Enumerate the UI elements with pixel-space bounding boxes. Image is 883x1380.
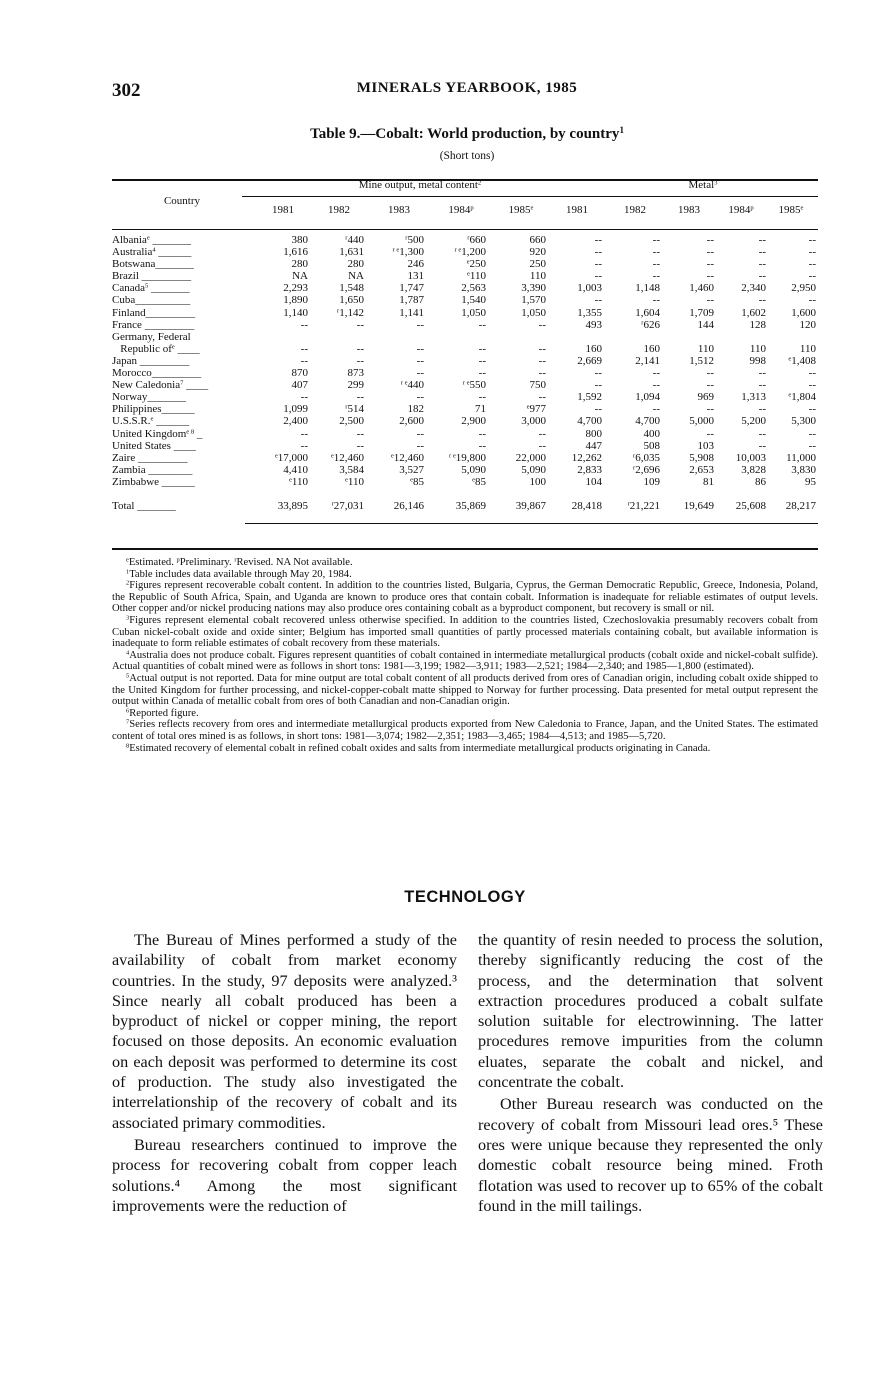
table-row xyxy=(112,258,818,270)
table-cell: -- xyxy=(594,403,602,416)
table-cell: 969 xyxy=(697,391,714,404)
group-header-rule xyxy=(242,196,818,197)
table-cell: -- xyxy=(808,270,816,283)
footnote-5: $^5$Actual output is not reported. Data for mine output are total cobalt content of all products derived from ores of Canadian origin, including cobalt oxide shipped to the United Kingdom for further processing, and nickel-copper-cobalt matte shipped to Norway for further processing. Data presented for metal output represent the output within Canada of metallic cobalt from ores of both Canadian and non-Canadian origin. xyxy=(112,672,818,708)
table-cell: -- xyxy=(416,391,424,404)
table-cell: 110 xyxy=(529,270,546,283)
year-header: 1981 xyxy=(566,204,588,216)
table-cell: $^r$626 xyxy=(641,318,660,331)
country-column-header: Country xyxy=(163,195,201,207)
country-name: Total _______ xyxy=(112,499,176,512)
table-cell: 1,094 xyxy=(635,391,660,404)
table-cell: 25,608 xyxy=(735,499,766,512)
table-cell: -- xyxy=(808,258,816,271)
table-cell: 1,355 xyxy=(577,306,602,319)
table-cell: $^e$110 xyxy=(466,270,486,283)
table-cell: -- xyxy=(808,246,816,259)
table-cell: 750 xyxy=(529,379,546,392)
country-name: Canada$^5$ _______ xyxy=(112,282,190,295)
table-cell: 250 xyxy=(529,258,546,271)
table-cell: 400 xyxy=(643,427,660,440)
table-cell: 1,616 xyxy=(283,246,308,259)
table-cell: -- xyxy=(356,427,364,440)
table-cell: -- xyxy=(706,270,714,283)
table-cell: 1,540 xyxy=(461,294,486,307)
table-cell: $^{r e}$1,300 xyxy=(392,246,424,259)
table-cell: -- xyxy=(594,367,602,380)
table-cell: 280 xyxy=(347,258,364,271)
country-name: Australia$^4$ ______ xyxy=(112,246,192,259)
table-cell: 1,631 xyxy=(339,246,364,259)
table-row xyxy=(112,452,818,464)
table-cell: 160 xyxy=(585,342,602,355)
table-cell: $^e$977 xyxy=(526,403,546,416)
table-cell: -- xyxy=(758,258,766,271)
table-cell: -- xyxy=(538,427,546,440)
table-cell: 5,090 xyxy=(521,463,546,476)
table-cell: -- xyxy=(594,294,602,307)
table-cell: 246 xyxy=(407,258,424,271)
table-cell: 1,050 xyxy=(521,306,546,319)
table-cell: -- xyxy=(808,403,816,416)
table-cell: -- xyxy=(652,294,660,307)
table-cell: 3,527 xyxy=(399,463,424,476)
table-cell: 110 xyxy=(697,342,714,355)
table-cell: 35,869 xyxy=(455,499,486,512)
metal-header: Metal$^3$ xyxy=(688,179,718,191)
table-cell: -- xyxy=(594,246,602,259)
left-column xyxy=(112,930,457,1216)
table-cell: $^e$85 xyxy=(410,475,424,488)
table-cell: 33,895 xyxy=(277,499,308,512)
table-footnotes xyxy=(112,557,818,754)
country-name: Zimbabwe ______ xyxy=(112,475,195,488)
table-cell: -- xyxy=(416,342,424,355)
table-cell: -- xyxy=(416,354,424,367)
year-header: 1982 xyxy=(624,204,646,216)
table-cell: -- xyxy=(538,367,546,380)
country-name: Morocco_________ xyxy=(112,367,202,380)
table-cell: 4,410 xyxy=(283,463,308,476)
table-title: Table 9.—Cobalt: World production, by country$^1$ xyxy=(310,125,624,142)
page-number: 302 xyxy=(112,80,141,101)
section-heading: TECHNOLOGY xyxy=(404,888,526,906)
table-cell: 3,830 xyxy=(791,463,816,476)
table-cell: -- xyxy=(706,294,714,307)
table-row xyxy=(112,440,818,452)
table-cell: -- xyxy=(300,354,308,367)
year-header: 1984$^p$ xyxy=(448,204,474,216)
table-cell: -- xyxy=(300,391,308,404)
table-cell: $^{r e}$19,800 xyxy=(448,451,486,464)
table-cell: 1,600 xyxy=(791,306,816,319)
table-cell: 380 xyxy=(291,234,308,246)
table-cell: 5,908 xyxy=(689,451,714,464)
footnote-4: $^4$Australia does not produce cobalt. Figures represent quantities of cobalt contained in intermediate metallurgical products (cobalt oxide and nickel-cobalt sulfide). Actual quantities of cobalt mined were as follows in short tons: 1981—3,199; 1982—3,911; 1983—2,521; 1984—2,340; and 1985—1,800 (estimated). xyxy=(112,649,818,673)
footnote-8: $^8$Estimated recovery of elemental cobalt in refined cobalt oxides and salts from intermediate metallurgical products originating in Canada. xyxy=(126,742,711,754)
table-cell: 3,390 xyxy=(521,282,546,295)
table-cell: 100 xyxy=(529,475,546,488)
table-cell: $^{r e}$440 xyxy=(400,379,424,392)
table-cell: 1,604 xyxy=(635,306,660,319)
table-cell: $^e$1,804 xyxy=(788,391,816,404)
table-cell: -- xyxy=(538,342,546,355)
table-cell: $^{r e}$550 xyxy=(462,379,486,392)
table-cell: -- xyxy=(652,258,660,271)
table-cell: NA xyxy=(348,270,364,283)
footnote-3: $^3$Figures represent elemental cobalt recovered unless otherwise specified. In addition to the countries listed, Czechoslovakia presumably recovers cobalt from Cuban nickel-cobalt oxide and oxide sinter; Belgium has imported small quantities of partly processed materials containing cobalt, but available information is inadequate to form reliable estimates of cobalt recovery from these materials. xyxy=(112,614,818,650)
table-bottom-rule xyxy=(112,548,818,550)
table-cell: -- xyxy=(478,439,486,452)
table-cell: -- xyxy=(808,294,816,307)
body-paragraph-3: the quantity of resin needed to process the solution, thereby significantly reducing the cost of the process, and the determination that solvent extraction procedures produced a cobalt sulfate solution suitable for electrowinning. The latter procedures remove impurities from the column eluates, separate the cobalt and nickel, and concentrate the cobalt. xyxy=(478,931,823,1092)
table-cell: -- xyxy=(594,379,602,392)
table-cell: $^e$85 xyxy=(472,475,486,488)
table-cell: -- xyxy=(758,270,766,283)
table-cell: 407 xyxy=(291,379,308,392)
table-cell: 800 xyxy=(585,427,602,440)
body-paragraph-1: The Bureau of Mines performed a study of the availability of cobalt from market economy countries. In the study, 97 deposits were analyzed.³ Since nearly all cobalt produced has been a byproduct of nickel or copper mining, the report focused on those deposits. An economic evaluation on each deposit was performed to determine its cost of production. The study also investigated the interrelationship of the recovery of cobalt and its associated primary commodities. xyxy=(112,931,457,1132)
table-cell: $^r$660 xyxy=(467,234,486,246)
table-cell: 109 xyxy=(643,475,660,488)
table-row xyxy=(112,428,818,440)
table-cell: -- xyxy=(652,234,660,246)
total-rule xyxy=(245,523,818,524)
table-row xyxy=(112,415,818,427)
table-cell: $^{r e}$1,200 xyxy=(454,246,486,259)
table-cell: -- xyxy=(538,354,546,367)
table-cell: 920 xyxy=(529,246,546,259)
table-cell: 1,313 xyxy=(741,391,766,404)
footnote-7: $^7$Series reflects recovery from ores and intermediate metallurgical products exported from New Caledonia to France, Japan, and the United States. The estimated content of total ores mined is as follows, in short tons: 1981—3,074; 1982—2,351; 1983—3,465; 1984—4,513; and 1985—5,720. xyxy=(112,718,818,742)
table-row xyxy=(112,464,818,476)
table-cell: -- xyxy=(652,379,660,392)
table-row xyxy=(112,476,818,488)
table-cell: 1,003 xyxy=(577,282,602,295)
table-cell: $^e$1,408 xyxy=(788,354,816,367)
table-cell: -- xyxy=(416,318,424,331)
table-cell: -- xyxy=(300,318,308,331)
table-cell: 1,890 xyxy=(283,294,308,307)
table-cell: 26,146 xyxy=(393,499,424,512)
table-cell: -- xyxy=(478,367,486,380)
table-cell: 3,000 xyxy=(521,415,546,428)
total-row xyxy=(112,500,818,514)
header-bottom-rule xyxy=(112,229,818,230)
table-cell: -- xyxy=(356,318,364,331)
table-cell: -- xyxy=(416,367,424,380)
table-cell: 280 xyxy=(291,258,308,271)
table-row xyxy=(112,270,818,282)
table-cell: $^r$514 xyxy=(345,403,364,416)
table-row xyxy=(112,307,818,319)
table-cell: 1,050 xyxy=(461,306,486,319)
table-cell: 5,000 xyxy=(689,415,714,428)
table-row xyxy=(112,294,818,306)
country-name: Norway_______ xyxy=(112,391,186,404)
table-cell: -- xyxy=(478,342,486,355)
table-cell: -- xyxy=(808,234,816,246)
table-cell: 1,099 xyxy=(283,403,308,416)
table-cell: -- xyxy=(478,354,486,367)
country-name: United Kingdom$^{e 8}$ _ xyxy=(112,427,203,440)
table-cell: 2,833 xyxy=(577,463,602,476)
table-cell: -- xyxy=(538,391,546,404)
table-cell: 103 xyxy=(697,439,714,452)
table-cell: 95 xyxy=(805,475,816,488)
table-cell: 3,828 xyxy=(741,463,766,476)
table-cell: 4,700 xyxy=(577,415,602,428)
table-cell: 508 xyxy=(643,439,660,452)
table-cell: -- xyxy=(758,234,766,246)
body-paragraph-2: Bureau researchers continued to improve the process for recovering cobalt from copper leach solutions.⁴ Among the most significant improvements were the reduction of xyxy=(112,1135,457,1215)
table-cell: -- xyxy=(758,294,766,307)
table-cell: 120 xyxy=(799,318,816,331)
table-cell: 1,512 xyxy=(689,354,714,367)
table-cell: -- xyxy=(478,318,486,331)
table-cell: $^e$12,460 xyxy=(330,451,364,464)
country-name: Germany, Federal xyxy=(112,330,191,343)
table-cell: -- xyxy=(416,427,424,440)
table-cell: 2,500 xyxy=(339,415,364,428)
year-header: 1984$^p$ xyxy=(728,204,754,216)
table-cell: -- xyxy=(758,367,766,380)
table-units: (Short tons) xyxy=(439,150,495,162)
table-cell: 81 xyxy=(703,475,714,488)
table-cell: 1,602 xyxy=(741,306,766,319)
table-cell: $^e$110 xyxy=(288,475,308,488)
table-cell: 2,293 xyxy=(283,282,308,295)
table-cell: -- xyxy=(356,354,364,367)
country-name: Finland_________ xyxy=(112,306,196,319)
year-header: 1983 xyxy=(678,204,700,216)
table-cell: -- xyxy=(300,427,308,440)
table-row xyxy=(112,391,818,403)
table-cell: -- xyxy=(758,403,766,416)
table-cell: 3,584 xyxy=(339,463,364,476)
table-cell: $^e$250 xyxy=(466,258,486,271)
table-cell: NA xyxy=(292,270,308,283)
country-name: Zambia ________ xyxy=(112,463,193,476)
table-cell: -- xyxy=(652,367,660,380)
table-cell: $^e$12,460 xyxy=(390,451,424,464)
table-row xyxy=(112,367,818,379)
table-cell: 493 xyxy=(585,318,602,331)
country-name: Albania$^e$ _______ xyxy=(112,234,192,246)
table-cell: $^r$440 xyxy=(345,234,364,246)
table-cell: $^r$1,142 xyxy=(337,306,364,319)
table-cell: -- xyxy=(356,391,364,404)
table-cell: 1,592 xyxy=(577,391,602,404)
table-cell: -- xyxy=(652,403,660,416)
table-cell: 10,003 xyxy=(735,451,766,464)
table-cell: $^r$21,221 xyxy=(627,499,660,512)
table-cell: -- xyxy=(706,427,714,440)
table-cell: 998 xyxy=(749,354,766,367)
table-cell: -- xyxy=(706,379,714,392)
table-cell: $^e$110 xyxy=(344,475,364,488)
table-row xyxy=(112,355,818,367)
table-cell: 39,867 xyxy=(515,499,546,512)
table-cell: -- xyxy=(416,439,424,452)
table-cell: -- xyxy=(706,234,714,246)
country-name: Cuba__________ xyxy=(112,294,191,307)
table-row xyxy=(112,379,818,391)
table-cell: 22,000 xyxy=(515,451,546,464)
mine-output-header: Mine output, metal content$^2$ xyxy=(358,179,482,191)
country-name: United States ____ xyxy=(112,439,196,452)
table-cell: -- xyxy=(652,270,660,283)
table-cell: 5,200 xyxy=(741,415,766,428)
table-row xyxy=(112,246,818,258)
table-cell: 86 xyxy=(755,475,766,488)
table-cell: 144 xyxy=(697,318,714,331)
table-cell: $^r$2,696 xyxy=(633,463,660,476)
table-cell: 1,709 xyxy=(689,306,714,319)
table-cell: 870 xyxy=(291,367,308,380)
table-cell: -- xyxy=(300,439,308,452)
table-cell: -- xyxy=(758,246,766,259)
table-cell: -- xyxy=(594,270,602,283)
table-cell: 182 xyxy=(407,403,424,416)
footnote-2: $^2$Figures represent recoverable cobalt content. In addition to the countries listed, Bulgaria, Cyprus, the German Democratic Republic, Greece, Indonesia, Poland, the Republic of South Africa, Spain, and Uganda are known to produce ores that contain cobalt. Information is inadequate for reliable estimates of output levels. Other copper and/or nickel producing nations may also produce ores containing cobalt as a byproduct component, but recovery is small or nil. xyxy=(112,579,818,615)
table-cell: 447 xyxy=(585,439,602,452)
right-column xyxy=(478,930,823,1216)
table-row xyxy=(112,234,818,246)
country-name: Brazil _________ xyxy=(112,270,192,283)
table-cell: -- xyxy=(356,439,364,452)
table-row xyxy=(112,331,818,343)
footnote-legend: $^e$Estimated. $^p$Preliminary. $^r$Revised. NA Not available. xyxy=(126,556,353,568)
table-cell: 2,653 xyxy=(689,463,714,476)
table-cell: -- xyxy=(538,318,546,331)
table-cell: 128 xyxy=(749,318,766,331)
table-cell: 5,090 xyxy=(461,463,486,476)
year-header: 1985e xyxy=(778,204,804,216)
table-cell: 2,600 xyxy=(399,415,424,428)
table-cell: -- xyxy=(808,367,816,380)
table-cell: -- xyxy=(808,379,816,392)
table-row xyxy=(112,319,818,331)
table-cell: $^r$27,031 xyxy=(331,499,364,512)
table-cell: -- xyxy=(594,234,602,246)
table-cell: 660 xyxy=(529,234,546,246)
table-cell: 1,148 xyxy=(635,282,660,295)
footnote-6: $^6$Reported figure. xyxy=(126,707,199,719)
table-cell: 160 xyxy=(643,342,660,355)
country-name: Philippines______ xyxy=(112,403,195,416)
table-cell: $^r$500 xyxy=(405,234,424,246)
table-cell: 71 xyxy=(475,403,486,416)
table-cell: -- xyxy=(706,403,714,416)
table-cell: -- xyxy=(808,427,816,440)
table-cell: 28,217 xyxy=(785,499,816,512)
table-cell: -- xyxy=(706,367,714,380)
year-header: 1982 xyxy=(328,204,350,216)
table-cell: 873 xyxy=(347,367,364,380)
table-cell: 131 xyxy=(407,270,424,283)
country-name: New Caledonia$^7$ ____ xyxy=(112,379,209,392)
table-cell: 104 xyxy=(585,475,602,488)
running-header xyxy=(112,80,822,106)
footnote-1: $^1$Table includes data available through May 20, 1984. xyxy=(126,568,352,580)
table-cell: -- xyxy=(758,427,766,440)
year-header: 1981 xyxy=(272,204,294,216)
table-cell: 299 xyxy=(347,379,364,392)
table-row xyxy=(112,282,818,294)
table-body xyxy=(112,234,818,514)
table-cell: 1,460 xyxy=(689,282,714,295)
table-cell: 2,900 xyxy=(461,415,486,428)
table-cell: 2,563 xyxy=(461,282,486,295)
table-cell: $^e$17,000 xyxy=(274,451,308,464)
table-cell: 2,400 xyxy=(283,415,308,428)
table-cell: 12,262 xyxy=(571,451,602,464)
table-cell: -- xyxy=(538,439,546,452)
table-cell: 2,950 xyxy=(791,282,816,295)
table-cell: 1,787 xyxy=(399,294,424,307)
country-name: Republic $of^e$ ____ xyxy=(112,342,200,355)
table-row xyxy=(112,403,818,415)
table-cell: 2,669 xyxy=(577,354,602,367)
table-cell: -- xyxy=(652,246,660,259)
country-name: Japan _________ xyxy=(112,354,190,367)
table-cell: -- xyxy=(356,342,364,355)
table-cell: 1,570 xyxy=(521,294,546,307)
table-cell: 2,141 xyxy=(635,354,660,367)
country-name: U.S.S.R.$^e$ ______ xyxy=(112,415,190,428)
table-cell: 1,650 xyxy=(339,294,364,307)
table-cell: 4,700 xyxy=(635,415,660,428)
table-cell: 110 xyxy=(799,342,816,355)
country-name: Botswana_______ xyxy=(112,258,194,271)
table-cell: 5,300 xyxy=(791,415,816,428)
country-name: Zaire _________ xyxy=(112,451,188,464)
table-cell: -- xyxy=(706,258,714,271)
table-cell: 1,747 xyxy=(399,282,424,295)
table-cell: 1,141 xyxy=(399,306,424,319)
table-cell: -- xyxy=(706,246,714,259)
table-cell: $^r$6,035 xyxy=(633,451,660,464)
running-title: MINERALS YEARBOOK, 1985 xyxy=(356,80,578,96)
table-cell: -- xyxy=(758,379,766,392)
body-paragraph-4: Other Bureau research was conducted on the recovery of cobalt from Missouri lead ores.⁵ These ores were unique because they represented the only domestic cobalt resource being mined. Froth flotation was used to recover up to 65% of the cobalt found in the mill tailings. xyxy=(478,1095,823,1215)
table-cell: 1,548 xyxy=(339,282,364,295)
table-cell: 19,649 xyxy=(683,499,714,512)
table-cell: -- xyxy=(300,342,308,355)
table-cell: -- xyxy=(594,258,602,271)
table-cell: 2,340 xyxy=(741,282,766,295)
year-header: 1983 xyxy=(388,204,410,216)
table-cell: 110 xyxy=(749,342,766,355)
table-row xyxy=(112,343,818,355)
table-cell: -- xyxy=(478,391,486,404)
table-cell: -- xyxy=(478,427,486,440)
table-cell: -- xyxy=(808,439,816,452)
table-cell: 28,418 xyxy=(571,499,602,512)
country-name: France _________ xyxy=(112,318,195,331)
table-cell: 1,140 xyxy=(283,306,308,319)
year-header: 1985e xyxy=(508,204,534,216)
table-cell: -- xyxy=(758,439,766,452)
table-cell: 11,000 xyxy=(786,451,816,464)
